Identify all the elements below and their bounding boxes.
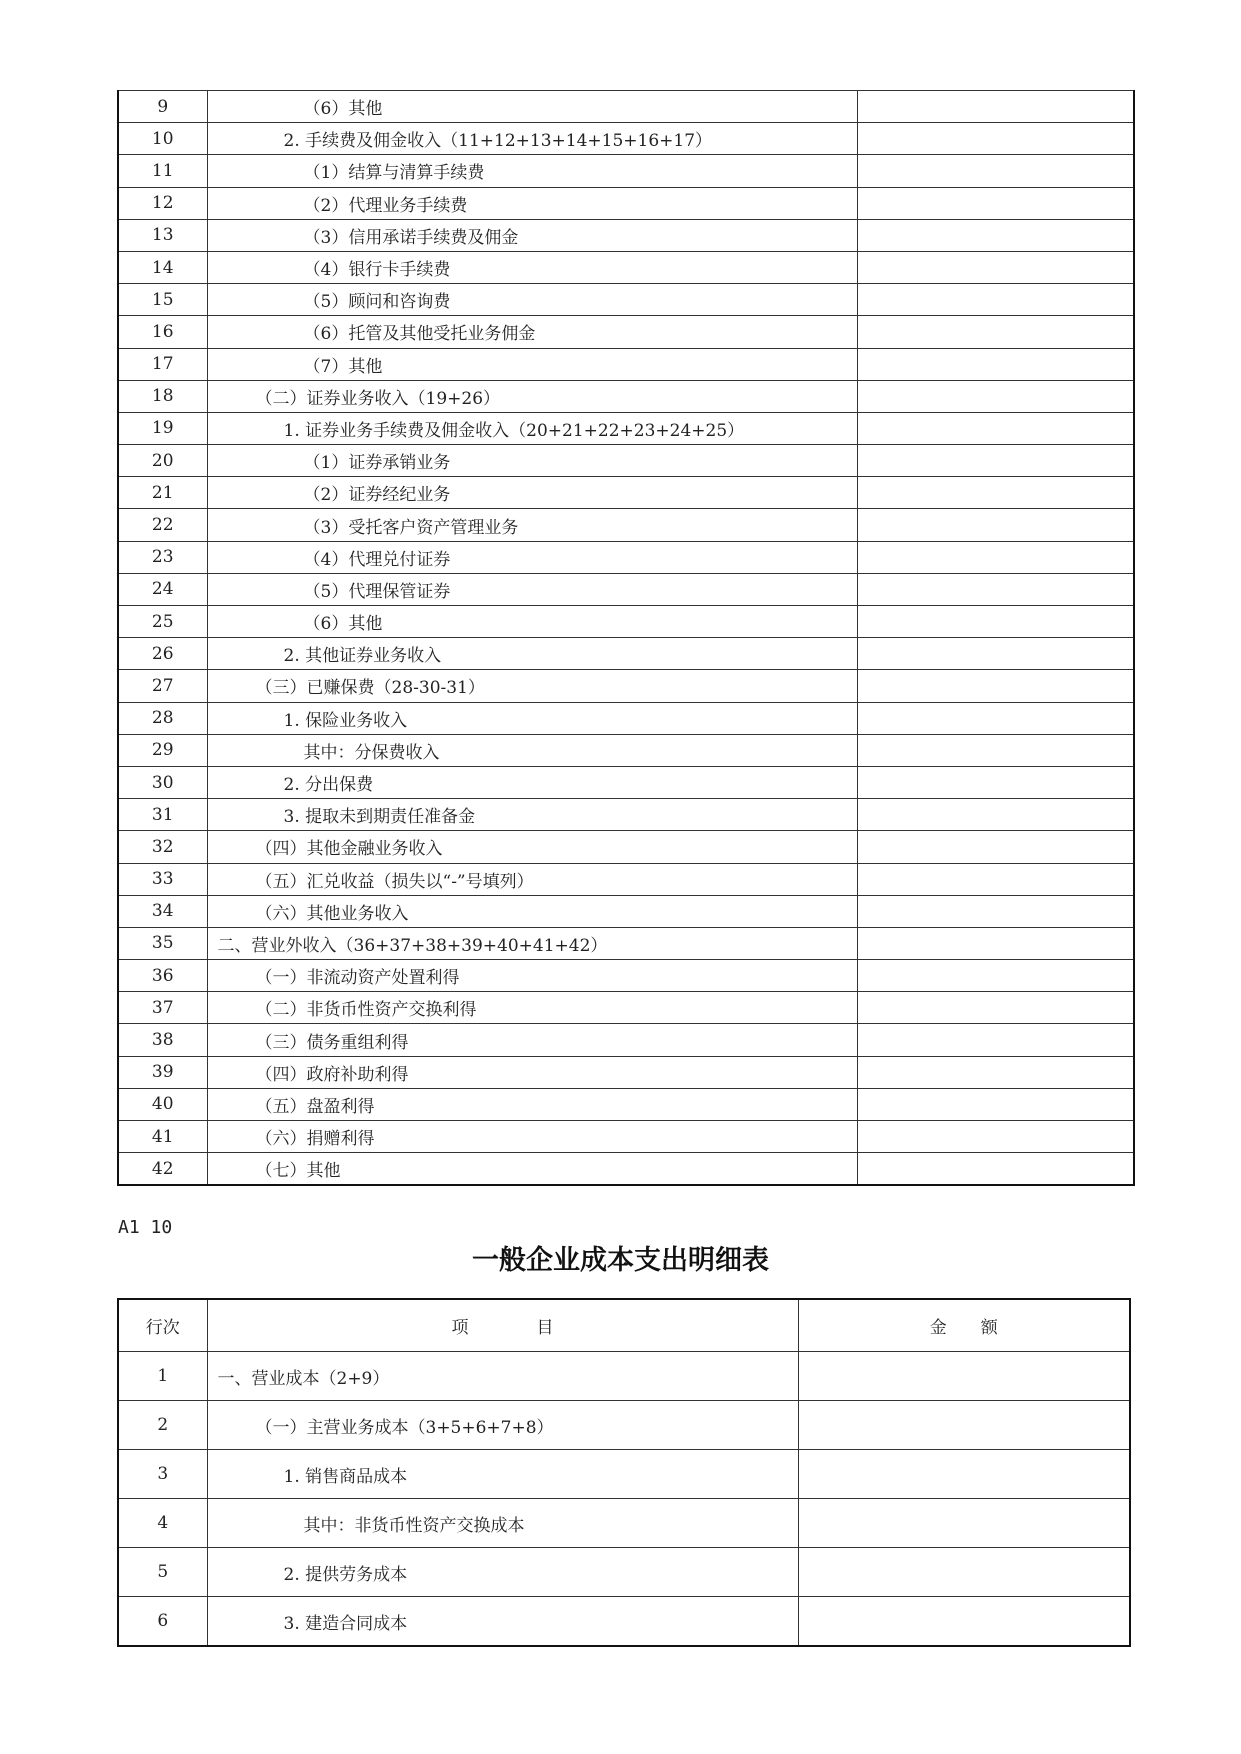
row-amount-cell[interactable] bbox=[857, 123, 1134, 155]
row-item-label: 2. 其他证券业务收入 bbox=[207, 638, 857, 670]
table-row bbox=[118, 799, 1134, 831]
income-detail-table-body bbox=[118, 91, 1134, 1186]
row-amount-cell[interactable] bbox=[857, 927, 1134, 959]
table-row bbox=[118, 1056, 1134, 1088]
table-row bbox=[118, 251, 1134, 283]
table-row bbox=[118, 1450, 1130, 1499]
table-row bbox=[118, 734, 1134, 766]
row-number: 13 bbox=[118, 219, 207, 251]
row-number: 33 bbox=[118, 863, 207, 895]
row-amount-cell[interactable] bbox=[857, 348, 1134, 380]
table-title: 一般企业成本支出明细表 bbox=[472, 1245, 769, 1276]
row-item-label: 1. 保险业务收入 bbox=[207, 702, 857, 734]
header-row-no: 行次 bbox=[118, 1299, 207, 1352]
table-row bbox=[118, 477, 1134, 509]
table-row bbox=[118, 960, 1134, 992]
row-item-label: （一）非流动资产处置利得 bbox=[207, 960, 857, 992]
row-number: 38 bbox=[118, 1024, 207, 1056]
row-amount-cell[interactable] bbox=[857, 541, 1134, 573]
table-row bbox=[118, 348, 1134, 380]
header-amount: 金 额 bbox=[798, 1299, 1130, 1352]
table-row bbox=[118, 187, 1134, 219]
table-row bbox=[118, 670, 1134, 702]
row-amount-cell[interactable] bbox=[857, 1056, 1134, 1088]
table-row bbox=[118, 831, 1134, 863]
row-amount-cell[interactable] bbox=[857, 734, 1134, 766]
row-amount-cell[interactable] bbox=[798, 1450, 1130, 1499]
row-item-label: 1. 销售商品成本 bbox=[207, 1450, 798, 1499]
table-row bbox=[118, 1499, 1130, 1548]
income-detail-table-continued bbox=[117, 90, 1135, 1186]
row-amount-cell[interactable] bbox=[857, 412, 1134, 444]
row-number: 15 bbox=[118, 284, 207, 316]
row-amount-cell[interactable] bbox=[857, 638, 1134, 670]
row-number: 35 bbox=[118, 927, 207, 959]
table-row bbox=[118, 766, 1134, 798]
row-number: 4 bbox=[118, 1499, 207, 1548]
row-item-label: （六）捐赠利得 bbox=[207, 1121, 857, 1153]
row-number: 39 bbox=[118, 1056, 207, 1088]
table-row bbox=[118, 412, 1134, 444]
row-number: 9 bbox=[118, 91, 207, 123]
row-number: 36 bbox=[118, 960, 207, 992]
row-item-label: （7）其他 bbox=[207, 348, 857, 380]
row-item-label: 3. 提取未到期责任准备金 bbox=[207, 799, 857, 831]
row-amount-cell[interactable] bbox=[857, 509, 1134, 541]
row-item-label: （六）其他业务收入 bbox=[207, 895, 857, 927]
row-amount-cell[interactable] bbox=[857, 91, 1134, 123]
row-amount-cell[interactable] bbox=[857, 702, 1134, 734]
row-number: 10 bbox=[118, 123, 207, 155]
row-item-label: 二、营业外收入（36+37+38+39+40+41+42） bbox=[207, 927, 857, 959]
table-row bbox=[118, 573, 1134, 605]
row-item-label: （二）非货币性资产交换利得 bbox=[207, 992, 857, 1024]
table-row bbox=[118, 91, 1134, 123]
row-number: 24 bbox=[118, 573, 207, 605]
row-item-label: （5）代理保管证券 bbox=[207, 573, 857, 605]
row-number: 29 bbox=[118, 734, 207, 766]
row-number: 5 bbox=[118, 1548, 207, 1597]
table-row bbox=[118, 992, 1134, 1024]
row-amount-cell[interactable] bbox=[857, 1153, 1134, 1186]
table-row bbox=[118, 284, 1134, 316]
row-amount-cell[interactable] bbox=[798, 1401, 1130, 1450]
row-amount-cell[interactable] bbox=[857, 606, 1134, 638]
row-number: 42 bbox=[118, 1153, 207, 1186]
row-number: 18 bbox=[118, 380, 207, 412]
table-row bbox=[118, 702, 1134, 734]
row-number: 26 bbox=[118, 638, 207, 670]
row-number: 32 bbox=[118, 831, 207, 863]
row-item-label: 其中：非货币性资产交换成本 bbox=[207, 1499, 798, 1548]
row-item-label: （1）证券承销业务 bbox=[207, 445, 857, 477]
table-row bbox=[118, 895, 1134, 927]
row-amount-cell[interactable] bbox=[798, 1352, 1130, 1401]
table-row bbox=[118, 1548, 1130, 1597]
table-row bbox=[118, 1597, 1130, 1647]
table-row bbox=[118, 380, 1134, 412]
row-item-label: （6）托管及其他受托业务佣金 bbox=[207, 316, 857, 348]
row-amount-cell[interactable] bbox=[857, 219, 1134, 251]
row-amount-cell[interactable] bbox=[857, 895, 1134, 927]
row-item-label: （3）信用承诺手续费及佣金 bbox=[207, 219, 857, 251]
row-item-label: （二）证券业务收入（19+26） bbox=[207, 380, 857, 412]
row-number: 40 bbox=[118, 1088, 207, 1120]
table-row bbox=[118, 509, 1134, 541]
row-number: 34 bbox=[118, 895, 207, 927]
row-item-label: （2）代理业务手续费 bbox=[207, 187, 857, 219]
row-amount-cell[interactable] bbox=[798, 1548, 1130, 1597]
row-item-label: 2. 提供劳务成本 bbox=[207, 1548, 798, 1597]
table-row bbox=[118, 445, 1134, 477]
row-amount-cell[interactable] bbox=[857, 992, 1134, 1024]
table-row bbox=[118, 606, 1134, 638]
row-number: 22 bbox=[118, 509, 207, 541]
row-item-label: 2. 分出保费 bbox=[207, 766, 857, 798]
row-amount-cell[interactable] bbox=[857, 670, 1134, 702]
row-amount-cell[interactable] bbox=[798, 1499, 1130, 1548]
row-amount-cell[interactable] bbox=[857, 863, 1134, 895]
row-number: 25 bbox=[118, 606, 207, 638]
table-row bbox=[118, 1088, 1134, 1120]
row-item-label: 1. 证券业务手续费及佣金收入（20+21+22+23+24+25） bbox=[207, 412, 857, 444]
header-row bbox=[118, 1299, 1130, 1352]
row-number: 37 bbox=[118, 992, 207, 1024]
row-number: 12 bbox=[118, 187, 207, 219]
row-amount-cell[interactable] bbox=[857, 960, 1134, 992]
row-number: 2 bbox=[118, 1401, 207, 1450]
row-number: 11 bbox=[118, 155, 207, 187]
row-item-label: （五）汇兑收益（损失以“-”号填列） bbox=[207, 863, 857, 895]
cost-expense-detail-table bbox=[117, 1298, 1131, 1647]
row-number: 27 bbox=[118, 670, 207, 702]
row-amount-cell[interactable] bbox=[857, 380, 1134, 412]
row-amount-cell[interactable] bbox=[857, 1121, 1134, 1153]
row-item-label: 其中：分保费收入 bbox=[207, 734, 857, 766]
row-number: 17 bbox=[118, 348, 207, 380]
row-item-label: （三）已赚保费（28-30-31） bbox=[207, 670, 857, 702]
row-item-label: （4）代理兑付证券 bbox=[207, 541, 857, 573]
table-row bbox=[118, 927, 1134, 959]
row-amount-cell[interactable] bbox=[857, 1024, 1134, 1056]
row-number: 23 bbox=[118, 541, 207, 573]
table-row bbox=[118, 1024, 1134, 1056]
row-number: 16 bbox=[118, 316, 207, 348]
table-row bbox=[118, 316, 1134, 348]
row-amount-cell[interactable] bbox=[857, 477, 1134, 509]
row-item-label: （四）其他金融业务收入 bbox=[207, 831, 857, 863]
table-row bbox=[118, 1352, 1130, 1401]
row-number: 19 bbox=[118, 412, 207, 444]
row-amount-cell[interactable] bbox=[857, 187, 1134, 219]
row-number: 31 bbox=[118, 799, 207, 831]
row-amount-cell[interactable] bbox=[857, 799, 1134, 831]
table-row bbox=[118, 638, 1134, 670]
row-item-label: （七）其他 bbox=[207, 1153, 857, 1186]
row-item-label: （6）其他 bbox=[207, 606, 857, 638]
row-amount-cell[interactable] bbox=[857, 155, 1134, 187]
row-item-label: （6）其他 bbox=[207, 91, 857, 123]
table-row bbox=[118, 123, 1134, 155]
row-item-label: （3）受托客户资产管理业务 bbox=[207, 509, 857, 541]
row-amount-cell[interactable] bbox=[857, 766, 1134, 798]
row-amount-cell[interactable] bbox=[857, 284, 1134, 316]
row-item-label: （五）盘盈利得 bbox=[207, 1088, 857, 1120]
row-number: 6 bbox=[118, 1597, 207, 1647]
row-amount-cell[interactable] bbox=[798, 1597, 1130, 1647]
header-item: 项 目 bbox=[207, 1299, 798, 1352]
row-amount-cell[interactable] bbox=[857, 573, 1134, 605]
row-item-label: （三）债务重组利得 bbox=[207, 1024, 857, 1056]
row-item-label: （5）顾问和咨询费 bbox=[207, 284, 857, 316]
row-amount-cell[interactable] bbox=[857, 831, 1134, 863]
table-row bbox=[118, 1401, 1130, 1450]
table-row bbox=[118, 863, 1134, 895]
row-item-label: （2）证券经纪业务 bbox=[207, 477, 857, 509]
form-code: A1 10 bbox=[118, 1217, 173, 1238]
row-item-label: 3. 建造合同成本 bbox=[207, 1597, 798, 1647]
row-number: 28 bbox=[118, 702, 207, 734]
row-amount-cell[interactable] bbox=[857, 1088, 1134, 1120]
row-number: 1 bbox=[118, 1352, 207, 1401]
row-item-label: 一、营业成本（2+9） bbox=[207, 1352, 798, 1401]
row-amount-cell[interactable] bbox=[857, 316, 1134, 348]
row-number: 14 bbox=[118, 251, 207, 283]
row-item-label: （一）主营业务成本（3+5+6+7+8） bbox=[207, 1401, 798, 1450]
row-number: 21 bbox=[118, 477, 207, 509]
table-row bbox=[118, 219, 1134, 251]
row-number: 41 bbox=[118, 1121, 207, 1153]
row-item-label: （四）政府补助利得 bbox=[207, 1056, 857, 1088]
row-amount-cell[interactable] bbox=[857, 251, 1134, 283]
table-row bbox=[118, 1153, 1134, 1186]
row-item-label: （4）银行卡手续费 bbox=[207, 251, 857, 283]
row-number: 3 bbox=[118, 1450, 207, 1499]
table-row bbox=[118, 541, 1134, 573]
row-amount-cell[interactable] bbox=[857, 445, 1134, 477]
cost-expense-detail-table-body bbox=[118, 1299, 1130, 1646]
row-number: 30 bbox=[118, 766, 207, 798]
row-item-label: （1）结算与清算手续费 bbox=[207, 155, 857, 187]
table-row bbox=[118, 155, 1134, 187]
row-item-label: 2. 手续费及佣金收入（11+12+13+14+15+16+17） bbox=[207, 123, 857, 155]
row-number: 20 bbox=[118, 445, 207, 477]
table-row bbox=[118, 1121, 1134, 1153]
